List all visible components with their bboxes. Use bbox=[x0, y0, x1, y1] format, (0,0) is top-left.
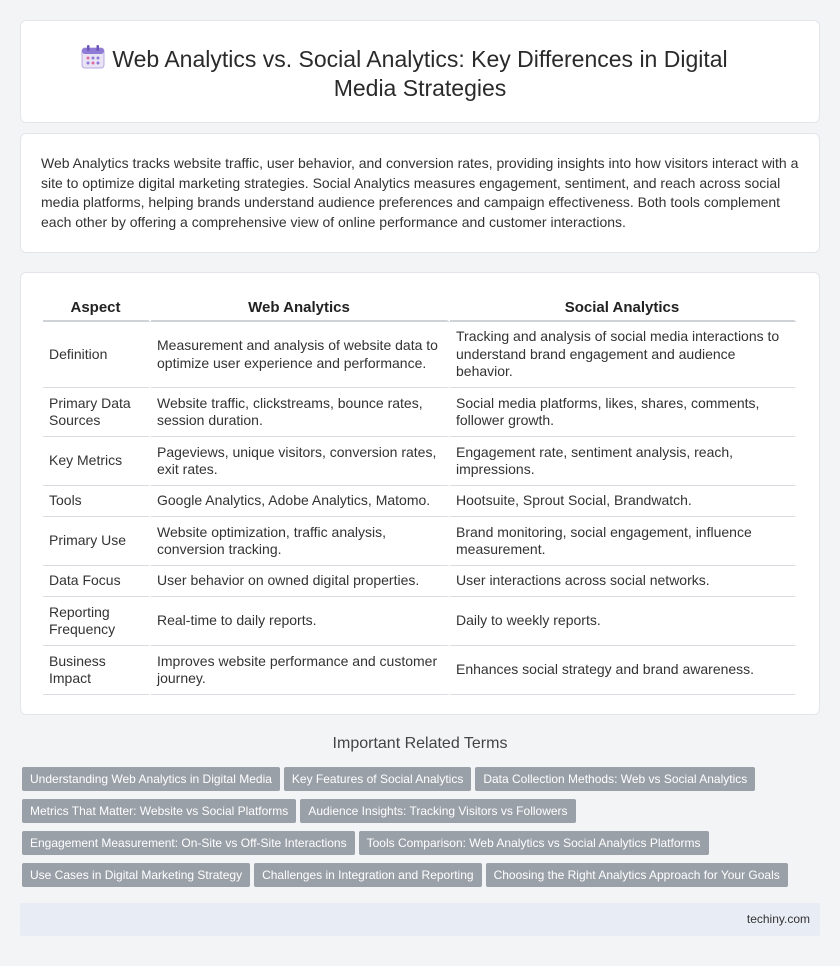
header-social-analytics: Social Analytics bbox=[450, 291, 797, 322]
related-term-tag[interactable]: Choosing the Right Analytics Approach for Your Goals bbox=[486, 863, 788, 887]
row-web: Pageviews, unique visitors, conversion rates, exit rates. bbox=[151, 437, 450, 486]
related-term-tag[interactable]: Metrics That Matter: Website vs Social Platforms bbox=[22, 799, 296, 823]
table-row bbox=[43, 597, 797, 646]
row-social: User interactions across social networks. bbox=[450, 566, 797, 597]
footer-brand[interactable]: techiny.com bbox=[746, 912, 810, 926]
table-header-row bbox=[43, 291, 797, 322]
row-social: Hootsuite, Sprout Social, Brandwatch. bbox=[450, 486, 797, 517]
table-row bbox=[43, 437, 797, 486]
row-aspect: Reporting Frequency bbox=[43, 597, 151, 646]
related-terms-title: Important Related Terms bbox=[332, 735, 508, 752]
row-social: Enhances social strategy and brand awareness. bbox=[450, 646, 797, 695]
row-web: Website traffic, clickstreams, bounce rates, session duration. bbox=[151, 388, 450, 437]
table-row bbox=[43, 486, 797, 517]
comparison-table bbox=[43, 291, 797, 695]
related-term-tag[interactable]: Tools Comparison: Web Analytics vs Social Analytics Platforms bbox=[359, 831, 709, 855]
row-aspect: Tools bbox=[43, 486, 151, 517]
page-title: Web Analytics vs. Social Analytics: Key Differences in Digital Media Strategies bbox=[112, 46, 728, 101]
row-social: Tracking and analysis of social media interactions to understand brand engagement and audience behavior. bbox=[450, 322, 797, 388]
table-row bbox=[43, 646, 797, 695]
related-term-tag[interactable]: Data Collection Methods: Web vs Social Analytics bbox=[475, 767, 755, 791]
table-row bbox=[43, 322, 797, 388]
row-web: Website optimization, traffic analysis, conversion tracking. bbox=[151, 517, 450, 566]
row-social: Daily to weekly reports. bbox=[450, 597, 797, 646]
row-aspect: Definition bbox=[43, 322, 151, 388]
related-term-tag[interactable]: Challenges in Integration and Reporting bbox=[254, 863, 481, 887]
row-web: Google Analytics, Adobe Analytics, Matomo. bbox=[151, 486, 450, 517]
intro-card bbox=[20, 133, 820, 253]
related-term-tag[interactable]: Engagement Measurement: On-Site vs Off-Site Interactions bbox=[22, 831, 355, 855]
related-term-tag[interactable]: Key Features of Social Analytics bbox=[284, 767, 471, 791]
comparison-table-card bbox=[20, 272, 820, 715]
row-aspect: Key Metrics bbox=[43, 437, 151, 486]
row-web: Improves website performance and customer journey. bbox=[151, 646, 450, 695]
footer-bar bbox=[20, 903, 820, 936]
row-social: Brand monitoring, social engagement, influence measurement. bbox=[450, 517, 797, 566]
table-row bbox=[43, 566, 797, 597]
header-web-analytics: Web Analytics bbox=[151, 291, 450, 322]
row-web: Measurement and analysis of website data to optimize user experience and performance. bbox=[151, 322, 450, 388]
row-social: Engagement rate, sentiment analysis, reach, impressions. bbox=[450, 437, 797, 486]
row-aspect: Primary Use bbox=[43, 517, 151, 566]
related-terms-list bbox=[22, 767, 822, 895]
related-term-tag[interactable]: Understanding Web Analytics in Digital Media bbox=[22, 767, 280, 791]
intro-paragraph: Web Analytics tracks website traffic, user behavior, and conversion rates, providing insights into how visitors interact with a site to optimize digital marketing strategies. Social Analytics measures engagement, sentiment, and reach across social media platforms, helping brands understand audience preferences and campaign effectiveness. Both tools complement each other by offering a comprehensive view of online performance and customer interactions. bbox=[41, 155, 799, 230]
table-row bbox=[43, 388, 797, 437]
row-aspect: Primary Data Sources bbox=[43, 388, 151, 437]
row-web: User behavior on owned digital properties. bbox=[151, 566, 450, 597]
row-aspect: Business Impact bbox=[43, 646, 151, 695]
related-term-tag[interactable]: Use Cases in Digital Marketing Strategy bbox=[22, 863, 250, 887]
table-row bbox=[43, 517, 797, 566]
header-aspect: Aspect bbox=[43, 291, 151, 322]
related-term-tag[interactable]: Audience Insights: Tracking Visitors vs Followers bbox=[300, 799, 575, 823]
header-card bbox=[20, 20, 820, 123]
row-social: Social media platforms, likes, shares, comments, follower growth. bbox=[450, 388, 797, 437]
row-aspect: Data Focus bbox=[43, 566, 151, 597]
row-web: Real-time to daily reports. bbox=[151, 597, 450, 646]
